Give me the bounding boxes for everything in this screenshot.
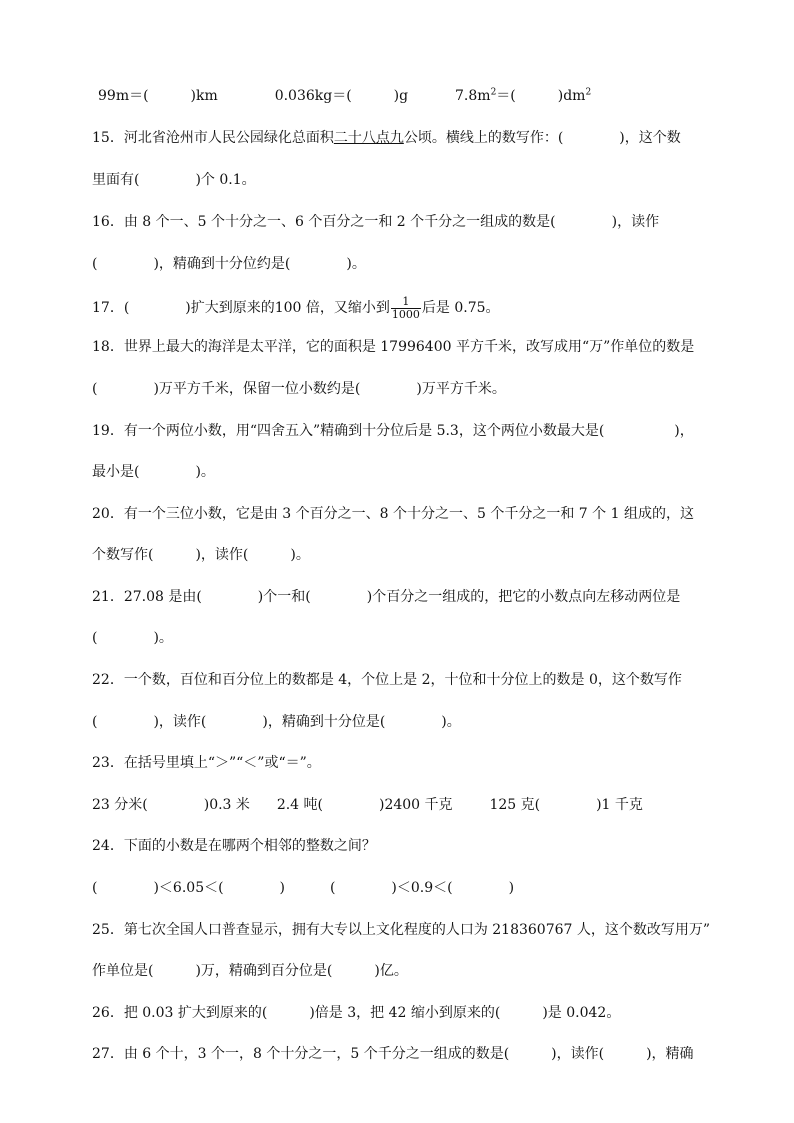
compare-item-1: 23 分米( )0.3 米: [92, 797, 250, 813]
question-14-units: [98, 86, 591, 106]
question-17: 17．( )扩大到原来的100 倍，又缩小到 $\frac{1}{1000}$ 后是 0.75。: [92, 294, 500, 321]
question-20-line-1: 20．有一个三位小数，它是由 3 个百分之一、8 个十分之一、5 个千分之一和 7 个 1 组成的，这: [92, 506, 694, 522]
question-26: 26．把 0.03 扩大到原来的( )倍是 3，把 42 缩小到原来的( )是 0.042。: [92, 1005, 621, 1021]
question-24-items: [92, 878, 514, 898]
question-27-line-1: 27．由 6 个十，3 个一，8 个十分之一，5 个千分之一组成的数是( )，读作( )，精确: [92, 1046, 694, 1062]
range-item-1: ( )＜6.05＜( ): [92, 880, 286, 896]
question-18-line-1: 18．世界上最大的海洋是太平洋，它的面积是 17996400 平方千米，改写成用“万”作单位的数是: [92, 339, 695, 355]
question-25-line-2: 作单位是( )万，精确到百分位是( )亿。: [92, 963, 408, 979]
question-16-line-1: 16．由 8 个一、5 个十分之一、6 个百分之一和 2 个千分之一组成的数是( )，读作: [92, 214, 660, 230]
compare-item-2: 2.4 吨( )2400 千克: [276, 797, 453, 813]
underlined-number-text: 二十八点九: [333, 130, 404, 146]
question-21-line-1: 21．27.08 是由( )个一和( )个百分之一组成的，把它的小数点向左移动两位是: [92, 589, 681, 605]
question-18-line-2: ( )万平方千米，保留一位小数约是( )万平方千米。: [92, 381, 506, 397]
question-20-line-2: 个数写作( )，读作( )。: [92, 547, 310, 563]
question-23-items: [92, 795, 643, 815]
unit-g-blank: 0.036kg＝( )g: [274, 88, 409, 104]
question-24-prompt: 24．下面的小数是在哪两个相邻的整数之间？: [92, 838, 376, 854]
question-15-line-1: 15．河北省沧州市人民公园绿化总面积二十八点九公顷。横线上的数写作：( )，这个数: [92, 130, 681, 146]
compare-item-3: 125 克( )1 千克: [489, 797, 643, 813]
question-19-line-1: 19．有一个两位小数，用“四舍五入”精确到十分位后是 5.3，这个两位小数最大是( )，: [92, 423, 694, 439]
range-item-2: ( )＜0.9＜( ): [329, 880, 515, 896]
unit-km-blank: 99m＝( )km: [98, 88, 218, 104]
question-21-line-2: ( )。: [92, 630, 173, 646]
question-19-line-2: 最小是( )。: [92, 464, 215, 480]
question-22-line-2: ( )，读作( )，精确到十分位是( )。: [92, 714, 461, 730]
question-25-line-1: 25．第七次全国人口普查显示，拥有大专以上文化程度的人口为 218360767 人，这个数改写用万”: [92, 922, 711, 938]
question-15-line-2: 里面有( )个 0.1。: [92, 172, 256, 188]
question-23-prompt: 23．在括号里填上“＞”“＜”或“＝”。: [92, 755, 321, 771]
question-16-line-2: ( )，精确到十分位约是( )。: [92, 256, 366, 272]
fraction-one-thousandth: $\frac{1}{1000}$: [391, 294, 420, 321]
question-22-line-1: 22．一个数，百位和百分位上的数都是 4，个位上是 2，十位和十分位上的数是 0，这个数写作: [92, 672, 682, 688]
unit-dm2-blank: $7.8m^2=$( )$dm^2$: [455, 87, 592, 104]
